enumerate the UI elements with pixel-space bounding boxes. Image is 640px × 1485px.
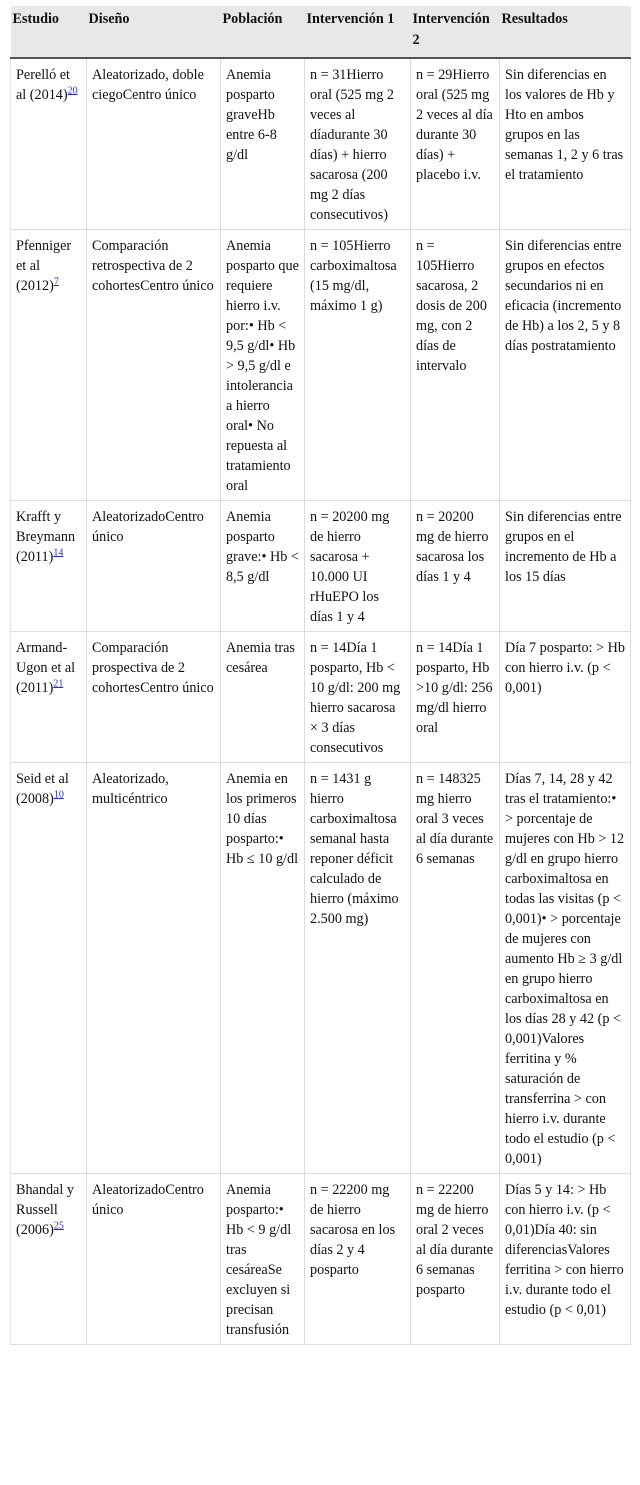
table-header	[11, 6, 631, 58]
cell-diseno: AleatorizadoCentro único	[87, 1174, 221, 1345]
cell-resultados: Sin diferencias en los valores de Hb y Hto en ambos grupos en las semanas 1, 2 y 6 tras el tratamiento	[500, 58, 631, 230]
reference-link[interactable]: 21	[53, 678, 64, 690]
header-row	[11, 6, 631, 58]
header-intervencion-1: Intervención 1	[305, 6, 411, 58]
cell-poblacion: Anemia posparto que requiere hierro i.v. por:• Hb < 9,5 g/dl• Hb > 9,5 g/dl e intolerancia a hierro oral• No repuesta al tratamiento oral	[221, 230, 305, 501]
cell-intervencion-2: n = 105Hierro sacarosa, 2 dosis de 200 mg, con 2 días de intervalo	[411, 230, 500, 501]
cell-diseno: Aleatorizado, doble ciegoCentro único	[87, 58, 221, 230]
study-name: Perelló et al (2014)	[16, 67, 70, 103]
table-row	[11, 501, 631, 632]
study-name: Krafft y Breymann (2011)	[16, 509, 76, 565]
cell-resultados: Días 7, 14, 28 y 42 tras el tratamiento:• > porcentaje de mujeres con Hb > 12 g/dl en grupo hierro carboximaltosa en todas las visitas (p < 0,001)• > porcentaje de mujeres con aumento Hb ≥ 3 g/dl en grupo hierro carboximaltosa en los días 28 y 42 (p < 0,001)Valores ferritina y % saturación de transferrina > con hierro i.v. durante todo el estudio (p < 0,001)	[500, 763, 631, 1174]
header-resultados: Resultados	[500, 6, 631, 58]
table-row	[11, 763, 631, 1174]
cell-intervencion-2: n = 22200 mg de hierro oral 2 veces al día durante 6 semanas posparto	[411, 1174, 500, 1345]
reference-link[interactable]: 10	[53, 789, 64, 801]
study-name: Bhandal y Russell (2006)	[16, 1182, 74, 1238]
cell-estudio	[11, 58, 87, 230]
cell-estudio	[11, 632, 87, 763]
cell-poblacion: Anemia posparto grave:• Hb < 8,5 g/dl	[221, 501, 305, 632]
table-row	[11, 230, 631, 501]
header-poblacion: Población	[221, 6, 305, 58]
cell-estudio	[11, 230, 87, 501]
cell-intervencion-2: n = 148325 mg hierro oral 3 veces al día durante 6 semanas	[411, 763, 500, 1174]
cell-diseno: AleatorizadoCentro único	[87, 501, 221, 632]
cell-resultados: Sin diferencias entre grupos en el incremento de Hb a los 15 días	[500, 501, 631, 632]
header-estudio: Estudio	[11, 6, 87, 58]
cell-estudio	[11, 501, 87, 632]
cell-diseno: Comparación retrospectiva de 2 cohortesCentro único	[87, 230, 221, 501]
cell-poblacion: Anemia en los primeros 10 días posparto:• Hb ≤ 10 g/dl	[221, 763, 305, 1174]
cell-estudio	[11, 763, 87, 1174]
reference-link[interactable]: 7	[53, 276, 59, 288]
study-name: Armand-Ugon et al (2011)	[16, 640, 76, 696]
table-row	[11, 632, 631, 763]
reference-link[interactable]: 14	[53, 547, 64, 559]
cell-poblacion: Anemia posparto:• Hb < 9 g/dl tras cesáreaSe excluyen si precisan transfusión	[221, 1174, 305, 1345]
reference-link[interactable]: 25	[53, 1220, 64, 1232]
cell-intervencion-2: n = 29Hierro oral (525 mg 2 veces al día durante 30 días) + placebo i.v.	[411, 58, 500, 230]
cell-resultados: Sin diferencias entre grupos en efectos secundarios ni en eficacia (incremento de Hb) a los 2, 5 y 8 días postratamiento	[500, 230, 631, 501]
cell-diseno: Aleatorizado, multicéntrico	[87, 763, 221, 1174]
cell-estudio	[11, 1174, 87, 1345]
cell-intervencion-2: n = 14Día 1 posparto, Hb >10 g/dl: 256 mg/dl hierro oral	[411, 632, 500, 763]
cell-intervencion-1: n = 1431 g hierro carboximaltosa semanal hasta reponer déficit calculado de hierro (máximo 2.500 mg)	[305, 763, 411, 1174]
table-row	[11, 58, 631, 230]
cell-intervencion-1: n = 105Hierro carboximaltosa (15 mg/dl, máximo 1 g)	[305, 230, 411, 501]
cell-diseno: Comparación prospectiva de 2 cohortesCentro único	[87, 632, 221, 763]
studies-table	[10, 6, 631, 1345]
header-intervencion-2: Intervención 2	[411, 6, 500, 58]
cell-intervencion-1: n = 22200 mg de hierro sacarosa en los días 2 y 4 posparto	[305, 1174, 411, 1345]
table-body	[11, 58, 631, 1345]
reference-link[interactable]: 20	[67, 85, 78, 97]
table-row	[11, 1174, 631, 1345]
study-name: Pfenniger et al (2012)	[16, 238, 72, 294]
cell-intervencion-1: n = 20200 mg de hierro sacarosa + 10.000 UI rHuEPO los días 1 y 4	[305, 501, 411, 632]
cell-intervencion-2: n = 20200 mg de hierro sacarosa los días 1 y 4	[411, 501, 500, 632]
header-diseno: Diseño	[87, 6, 221, 58]
cell-intervencion-1: n = 14Día 1 posparto, Hb < 10 g/dl: 200 mg hierro sacarosa × 3 días consecutivos	[305, 632, 411, 763]
cell-resultados: Día 7 posparto: > Hb con hierro i.v. (p < 0,001)	[500, 632, 631, 763]
cell-resultados: Días 5 y 14: > Hb con hierro i.v. (p < 0,01)Día 40: sin diferenciasValores ferritina > con hierro i.v. durante todo el estudio (p < 0,01)	[500, 1174, 631, 1345]
study-name: Seid et al (2008)	[16, 771, 69, 807]
cell-poblacion: Anemia posparto graveHb entre 6-8 g/dl	[221, 58, 305, 230]
cell-poblacion: Anemia tras cesárea	[221, 632, 305, 763]
cell-intervencion-1: n = 31Hierro oral (525 mg 2 veces al díadurante 30 días) + hierro sacarosa (200 mg 2 días consecutivos)	[305, 58, 411, 230]
